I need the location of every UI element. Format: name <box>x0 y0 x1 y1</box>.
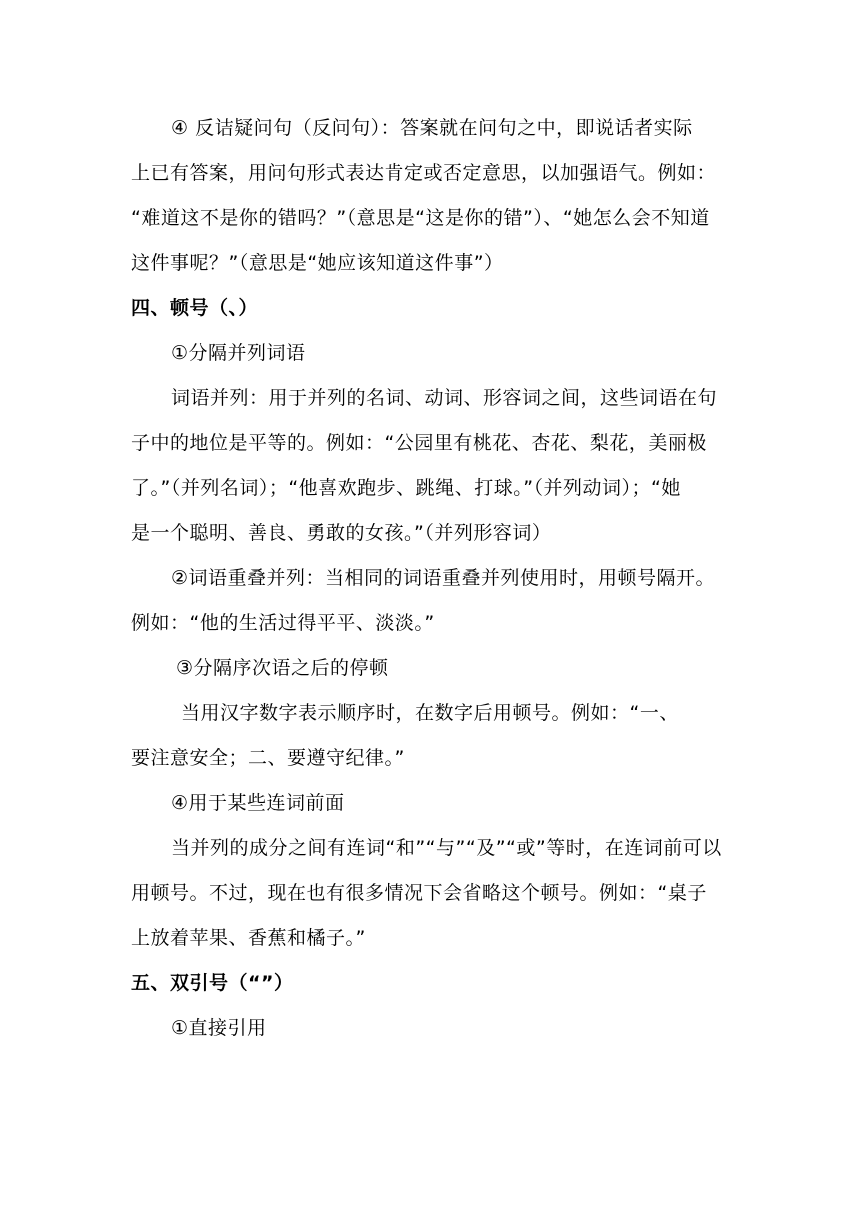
paragraph-line: 了。”（并列名词）；“他喜欢跑步、跳绳、打球。”（并列动词）；“她 <box>131 477 681 499</box>
paragraph-line: ④ 反诘疑问句（反问句）：答案就在问句之中，即说话者实际 <box>171 117 693 139</box>
paragraph-line: 当用汉字数字表示顺序时，在数字后用顿号。例如：“一、 <box>181 702 679 724</box>
paragraph-line: 上已有答案，用问句形式表达肯定或否定意思，以加强语气。例如： <box>131 162 717 184</box>
paragraph-line: ②词语重叠并列：当相同的词语重叠并列使用时，用顿号隔开。 <box>171 567 716 589</box>
paragraph-line: “难道这不是你的错吗？”（意思是“这是你的错”）、“她怎么会不知道 <box>131 207 710 229</box>
paragraph-line: 子中的地位是平等的。例如：“公园里有桃花、杏花、梨花，美丽极 <box>131 432 707 454</box>
subsection-heading: ①分隔并列词语 <box>171 342 306 364</box>
paragraph-line: 用顿号。不过，现在也有很多情况下会省略这个顿号。例如：“桌子 <box>131 882 707 904</box>
paragraph-line: 要注意安全；二、要遵守纪律。” <box>131 747 405 769</box>
paragraph-line: 是一个聪明、善良、勇敢的女孩。”（并列形容词） <box>131 522 552 544</box>
subsection-heading: ①直接引用 <box>171 1017 267 1039</box>
paragraph-line: 当并列的成分之间有连词“和”“与”“及”“或”等时，在连词前可以 <box>171 837 722 859</box>
section-heading: 四、顿号（、） <box>131 297 259 319</box>
paragraph-line: 例如：“他的生活过得平平、淡淡。” <box>131 612 435 634</box>
paragraph-line: 这件事呢？”（意思是“她应该知道这件事”） <box>131 252 504 274</box>
section-heading: 五、双引号（“”） <box>131 972 294 994</box>
paragraph-line: 上放着苹果、香蕉和橘子。” <box>131 927 366 949</box>
paragraph-line: 词语并列：用于并列的名词、动词、形容词之间，这些词语在句 <box>171 387 718 409</box>
subsection-heading: ④用于某些连词前面 <box>171 792 345 814</box>
subsection-heading: ③分隔序次语之后的停顿 <box>176 657 389 679</box>
